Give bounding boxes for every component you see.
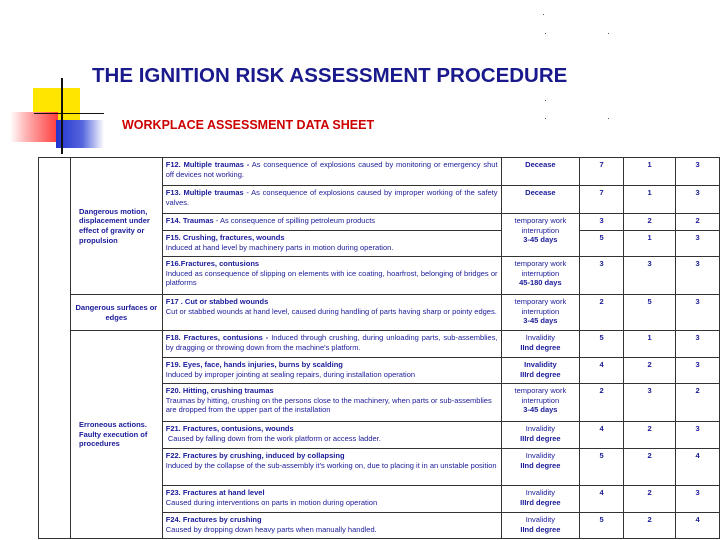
hazard-cell [162, 331, 501, 358]
value-cell: 3 [676, 158, 720, 186]
hazard-desc: - As consequence of spilling petroleum products [215, 216, 376, 225]
group-label: Erroneous actions. Faulty execution of procedures [71, 331, 163, 539]
consequence-cell [501, 331, 580, 358]
hazard-id: F12. Multiple traumas - [165, 160, 250, 169]
consequence-cell [501, 214, 580, 257]
hazard-desc: Caused by falling down from the work platform or access ladder. [167, 433, 381, 443]
consequence-cell [501, 384, 580, 422]
deco-vertical-line [61, 78, 63, 154]
value-cell: 3 [676, 186, 720, 214]
group-label: Dangerous surfaces or edges [71, 295, 163, 331]
deco-horizontal-line [34, 113, 104, 114]
consequence: Invalidity [525, 333, 555, 342]
consequence-duration: IIIrd degree [520, 433, 561, 443]
deco-dot [545, 33, 546, 34]
hazard-id: F16.Fractures, contusions [165, 259, 260, 268]
hazard-cell [162, 384, 501, 422]
value-cell: 3 [676, 486, 720, 513]
hazard-cell [162, 295, 501, 331]
hazard-cell [162, 422, 501, 449]
value-cell: 2 [580, 295, 624, 331]
hazard-desc: Caused during interventions on parts in motion during operation [165, 497, 378, 507]
group-label: Dangerous motion, displacement under effect of gravity or propulsion [71, 158, 163, 295]
page-title: THE IGNITION RISK ASSESSMENT PROCEDURE [92, 64, 568, 87]
consequence-cell [501, 486, 580, 513]
consequence-cell [501, 158, 580, 186]
value-cell: 5 [580, 331, 624, 358]
hazard-id: F20. Hitting, crushing traumas [165, 386, 274, 395]
value-cell: 1 [623, 231, 675, 257]
hazard-cell [162, 257, 501, 295]
value-cell: 2 [623, 358, 675, 384]
deco-dot [608, 33, 609, 34]
hazard-cell [162, 186, 501, 214]
value-cell: 3 [676, 231, 720, 257]
consequence: temporary work interruption [514, 386, 567, 405]
value-cell: 4 [676, 513, 720, 539]
deco-dot [543, 14, 544, 15]
value-cell: 5 [580, 513, 624, 539]
blank-column-cell [39, 158, 71, 539]
consequence: temporary work interruption [514, 216, 567, 235]
consequence-cell [501, 513, 580, 539]
hazard-cell [162, 214, 501, 231]
hazard-desc: As consequence of explosions caused by monitoring or emergency shut off devices not working. [165, 160, 498, 179]
value-cell: 3 [676, 331, 720, 358]
value-cell: 2 [623, 513, 675, 539]
value-cell: 5 [580, 449, 624, 486]
hazard-desc: Cut or stabbed wounds at hand level, caused during handling of parts having sharp or pointy edges. [165, 306, 497, 316]
value-cell: 3 [676, 358, 720, 384]
deco-red-block [10, 112, 58, 142]
table-row [39, 158, 720, 186]
hazard-cell [162, 158, 501, 186]
consequence-duration: 45-180 days [519, 278, 562, 288]
value-cell: 2 [623, 422, 675, 449]
consequence-duration: IInd degree [520, 524, 561, 534]
consequence: Invalidity [525, 451, 555, 460]
hazard-id: F22. Fractures by crushing, induced by collapsing [165, 451, 345, 460]
consequence: Decease [525, 188, 556, 197]
assessment-table [38, 157, 720, 539]
hazard-desc: Induced at hand level by machinery parts in motion during operation. [165, 242, 394, 252]
hazard-id: F21. Fractures, contusions, wounds [165, 424, 294, 433]
hazard-desc: Induced through crushing, during unloading parts, sub-assemblies, by dragging or throwing down from the machine's platform. [165, 333, 498, 352]
hazard-id: F18. Fractures, contusions - [165, 333, 269, 342]
hazard-desc: Traumas by hitting, crushing on the persons close to the machinery, when parts or sub-assemblies are dropped from the upper part of the installation [165, 395, 492, 415]
consequence-cell [501, 422, 580, 449]
consequence-duration: IInd degree [520, 342, 561, 352]
hazard-cell [162, 486, 501, 513]
hazard-cell [162, 513, 501, 539]
consequence: Decease [525, 160, 556, 169]
hazard-id: F15. Crushing, fractures, wounds [165, 233, 285, 242]
consequence: temporary work interruption [514, 297, 567, 316]
value-cell: 2 [676, 384, 720, 422]
hazard-desc: Induced as consequence of slipping on elements with ice coating, hoarfrost, belonging of bridges or platforms [165, 268, 498, 288]
hazard-desc: Induced by improper jointing at sealing repairs, during installation operation [165, 369, 416, 379]
consequence-cell [501, 186, 580, 214]
deco-dot [545, 100, 546, 101]
consequence-cell [501, 295, 580, 331]
hazard-cell [162, 231, 501, 257]
hazard-id: F14. Traumas [165, 216, 214, 225]
hazard-cell [162, 358, 501, 384]
consequence: Invalidity [525, 515, 555, 524]
hazard-id: F17 . Cut or stabbed wounds [165, 297, 269, 306]
value-cell: 2 [623, 449, 675, 486]
value-cell: 2 [623, 214, 675, 231]
hazard-desc: - As consequence of explosions caused by improper working of the safety valves. [165, 188, 498, 207]
value-cell: 3 [623, 384, 675, 422]
hazard-desc: Induced by the collapse of the sub-assembly it's working on, due to placing it in an unstable position [165, 460, 497, 470]
consequence-duration: 3-45 days [523, 316, 558, 326]
value-cell: 1 [623, 186, 675, 214]
consequence-cell [501, 449, 580, 486]
value-cell: 3 [580, 214, 624, 231]
page-subtitle: WORKPLACE ASSESSMENT DATA SHEET [122, 118, 375, 132]
consequence: Invalidity [524, 360, 557, 369]
hazard-id: F24. Fractures by crushing [165, 515, 262, 524]
consequence: Invalidity [525, 488, 555, 497]
consequence: temporary work interruption [514, 259, 567, 278]
hazard-id: F13. Multiple traumas [165, 188, 244, 197]
consequence: Invalidity [525, 424, 555, 433]
value-cell: 7 [580, 158, 624, 186]
value-cell: 2 [580, 384, 624, 422]
value-cell: 3 [623, 257, 675, 295]
value-cell: 1 [623, 331, 675, 358]
consequence-duration: IIIrd degree [520, 369, 561, 379]
hazard-cell [162, 449, 501, 486]
table-row [39, 331, 720, 358]
value-cell: 4 [580, 422, 624, 449]
consequence-cell [501, 257, 580, 295]
value-cell: 2 [676, 214, 720, 231]
value-cell: 4 [580, 358, 624, 384]
value-cell: 3 [676, 422, 720, 449]
deco-dot [608, 118, 609, 119]
value-cell: 7 [580, 186, 624, 214]
value-cell: 4 [580, 486, 624, 513]
value-cell: 5 [580, 231, 624, 257]
deco-dot [545, 118, 546, 119]
value-cell: 5 [623, 295, 675, 331]
consequence-duration: 3-45 days [523, 405, 558, 415]
consequence-duration: IIIrd degree [520, 497, 561, 507]
value-cell: 1 [623, 158, 675, 186]
consequence-cell [501, 358, 580, 384]
hazard-desc: Caused by dropping down heavy parts when manually handled. [165, 524, 377, 534]
deco-blue-block [56, 120, 104, 148]
consequence-duration: 3-45 days [523, 235, 558, 245]
value-cell: 4 [676, 449, 720, 486]
table-row [39, 295, 720, 331]
consequence-duration: IInd degree [520, 460, 561, 470]
value-cell: 3 [580, 257, 624, 295]
hazard-id: F19. Eyes, face, hands injuries, burns by scalding [165, 360, 343, 369]
value-cell: 2 [623, 486, 675, 513]
value-cell: 3 [676, 257, 720, 295]
value-cell: 3 [676, 295, 720, 331]
hazard-id: F23. Fractures at hand level [165, 488, 265, 497]
